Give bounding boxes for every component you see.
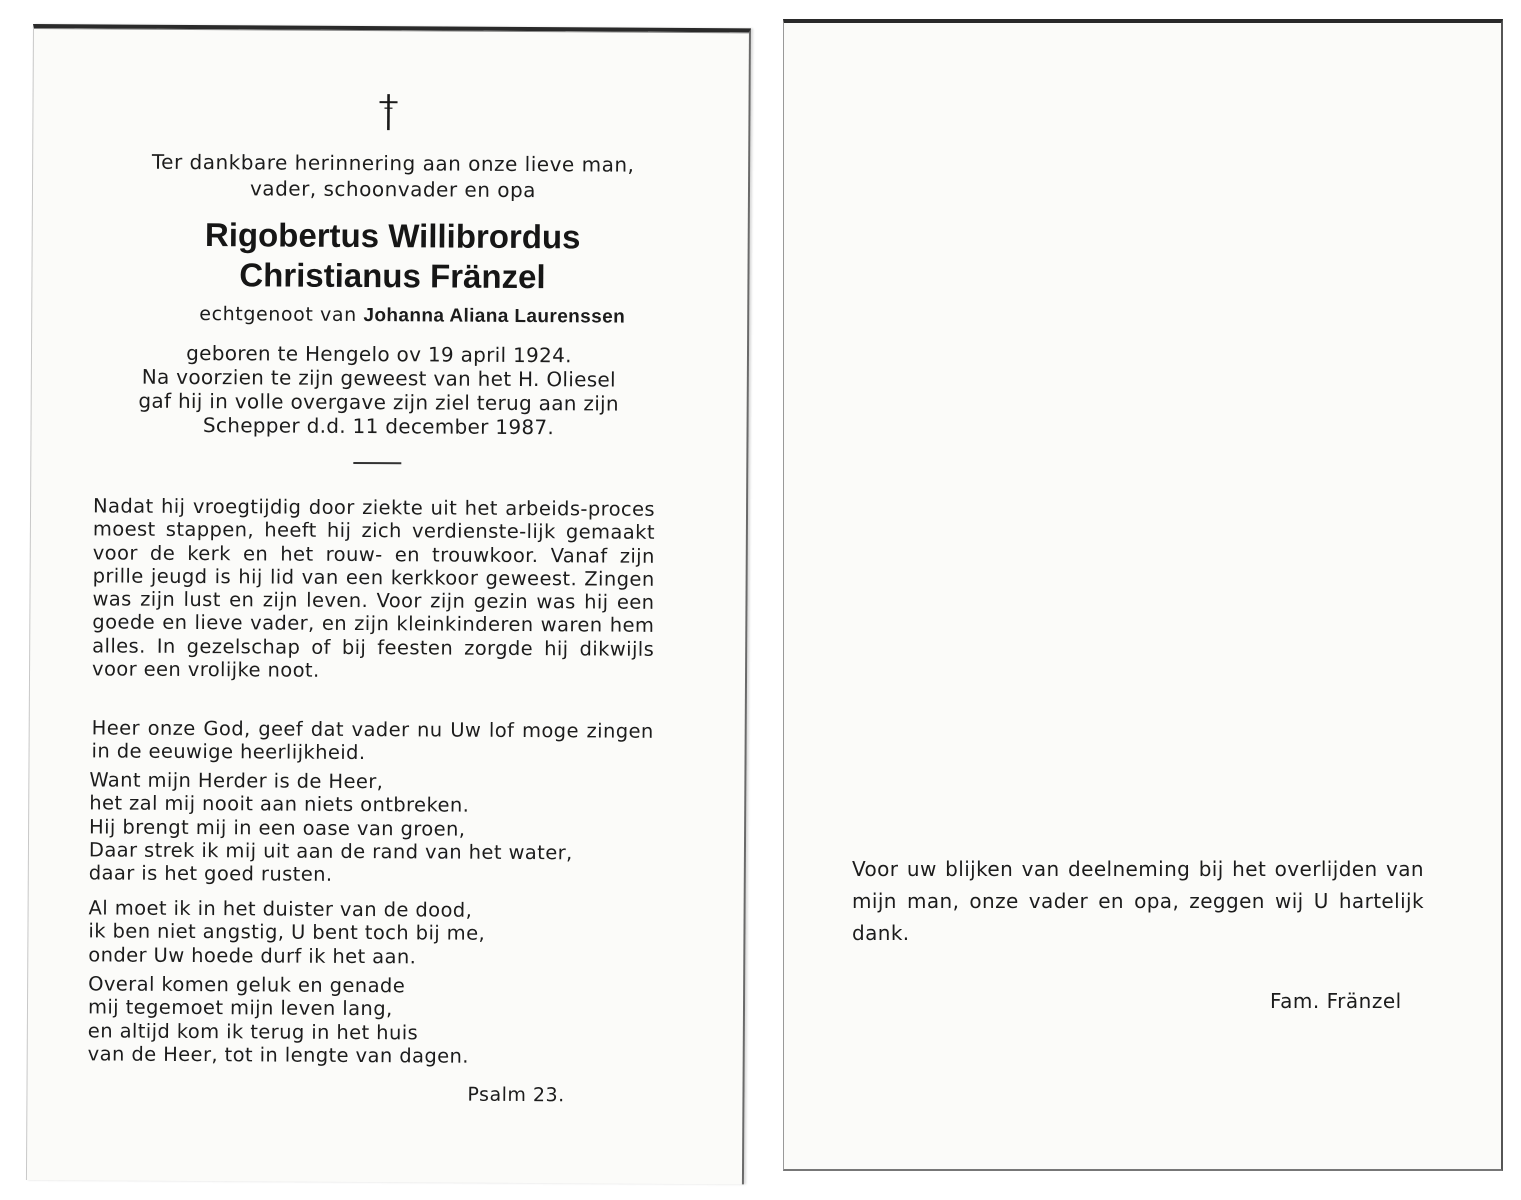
psalm-line: mij tegemoet mijn leven lang, [87, 995, 393, 1021]
psalm-line: ik ben niet angstig, U bent toch bij me, [88, 919, 486, 946]
psalm-line: en altijd kom ik terug in het huis [87, 1018, 419, 1044]
family-signature: Fam. Fränzel [1270, 989, 1402, 1013]
name-line: Rigobertus Willibrordus [204, 216, 581, 256]
psalm-stanza [89, 768, 660, 888]
psalm-line: Overal komen geluk en genade [88, 972, 406, 998]
psalm-line: Want mijn Herder is de Heer, [89, 768, 384, 794]
spouse-line [92, 302, 732, 329]
memorial-card-front [26, 24, 751, 1184]
birth-line: Schepper d.d. 11 december 1987. [202, 413, 555, 440]
psalm-line: Hij brengt mij in een oase van groen, [89, 814, 466, 841]
psalm-line: daar is het goed rusten. [88, 861, 333, 887]
psalm-line: van de Heer, tot in lengte van dagen. [87, 1042, 469, 1068]
psalm-stanza [88, 972, 659, 1069]
prayer: Heer onze God, geef dat vader nu Uw lof moge zingen in de eeuwige heerlijkheid. [91, 716, 654, 765]
divider [353, 462, 401, 464]
psalm-line: onder Uw hoede durf ik het aan. [88, 942, 417, 968]
biography: Nadat hij vroegtijdig door ziekte uit het arbeids-proces moest stappen, heeft hij zich verdienste-lijk gemaakt voor de kerk en het rouw- en trouwkoor. Vanaf zijn prille jeugd is hij lid van een kerkkoor geweest. Zingen was zijn lust en zijn leven. Voor zijn gezin was hij een goede en lieve vader, en zijn kleinkinderen waren hem alles. In gezelschap of bij feesten zorgde hij dikwijls voor een vrolijke noot. [91, 494, 656, 682]
psalm-line: het zal mij nooit aan niets ontbreken. [89, 791, 470, 817]
birth-line: geboren te Hengelo ov 19 april 1924. [186, 340, 572, 368]
cross-icon [373, 92, 403, 132]
psalm-line: Daar strek ik mij uit aan de rand van het water, [88, 838, 573, 865]
psalm-line: Al moet ik in het duister van de dood, [88, 896, 473, 922]
intro-line: vader, schoonvader en opa [249, 176, 537, 203]
name-line: Christianus Fränzel [239, 256, 546, 296]
psalm-reference: Psalm 23. [467, 1083, 565, 1107]
spouse-name: Johanna Aliana Laurenssen [363, 305, 626, 328]
deceased-name [72, 214, 712, 298]
memorial-card-back [783, 19, 1503, 1171]
thanks-message: Voor uw blijken van deelneming bij het overlijden van mijn man, onze vader en opa, zeggen wij U hartelijk dank. [852, 857, 1424, 945]
psalm-stanza [88, 896, 658, 969]
birth-line: gaf hij in volle overgave zijn ziel terug aan zijn [138, 388, 619, 416]
spouse-prefix: echtgenoot van [199, 303, 357, 326]
intro-line: Ter dankbare herinnering aan onze lieve man, [151, 149, 635, 177]
birth-line: Na voorzien te zijn geweest van het H. Oliesel [141, 364, 617, 392]
intro-text [93, 148, 693, 204]
birth-death-text [93, 340, 664, 439]
